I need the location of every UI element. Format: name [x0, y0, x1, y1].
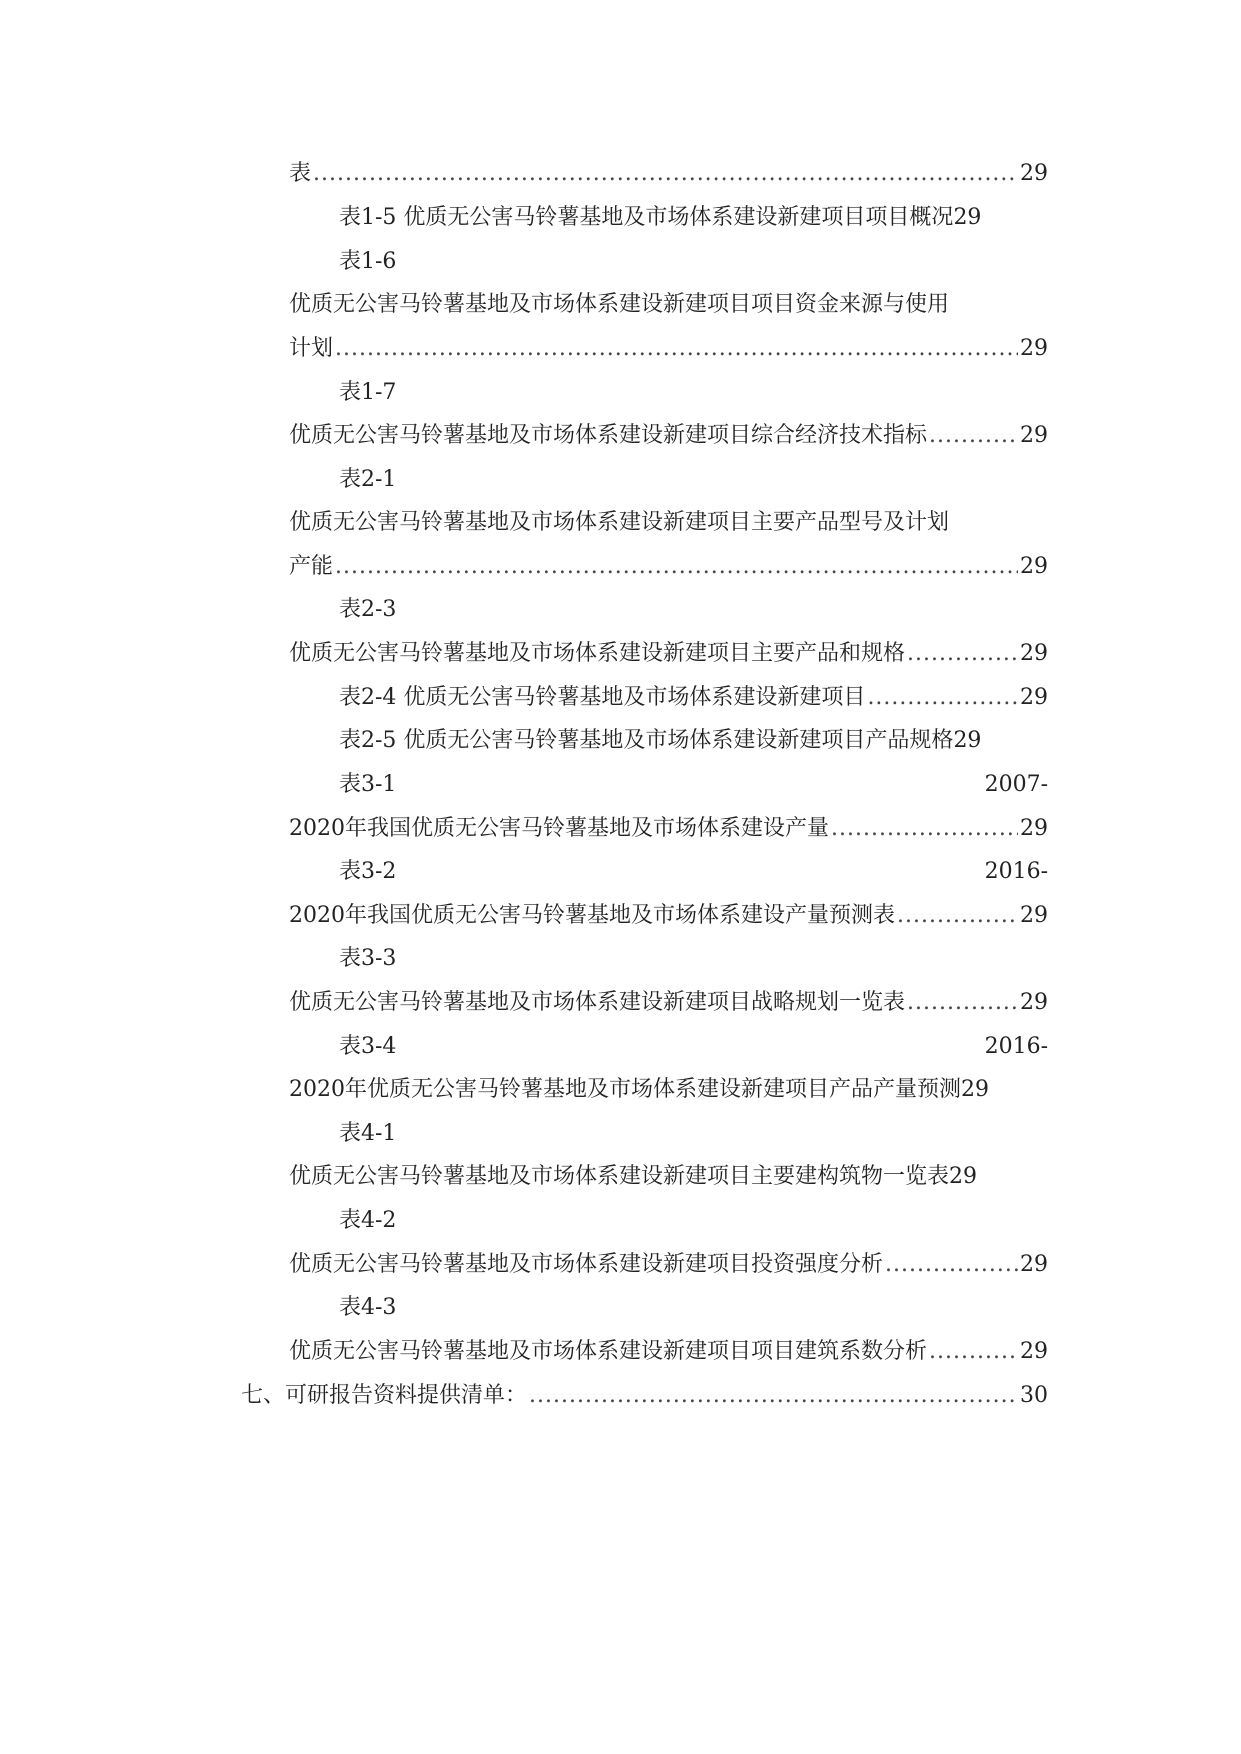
toc-entry-title: 优质无公害马铃薯基地及市场体系建设新建项目项目资金来源与使用: [289, 292, 950, 317]
toc-page-number: 29: [1020, 685, 1048, 710]
toc-entry[interactable]: [289, 158, 1048, 190]
toc-entry[interactable]: [289, 900, 1048, 932]
toc-entry-label: [339, 377, 1048, 409]
toc-entry-title: 表2-4 优质无公害马铃薯基地及市场体系建设新建项目: [339, 685, 866, 710]
toc-entry[interactable]: [289, 987, 1048, 1019]
toc-page-number: 29: [1020, 903, 1048, 928]
toc-entry-title: 优质无公害马铃薯基地及市场体系建设新建项目投资强度分析: [289, 1252, 884, 1277]
table-number: 表3-4: [339, 1034, 397, 1059]
toc-entry-label: [339, 464, 1048, 496]
toc-page-number: 29: [1020, 554, 1048, 579]
toc-entry-label: [339, 1292, 1048, 1324]
toc-page-number: 29: [1020, 641, 1048, 666]
toc-entry[interactable]: [289, 1249, 1048, 1281]
table-number: 表1-7: [339, 380, 397, 405]
toc-page-number: 29: [1020, 161, 1048, 186]
table-number: 表2-1: [339, 467, 397, 492]
year-range-start: 2016-: [984, 859, 1048, 884]
toc-entry-title: 表: [289, 161, 312, 186]
toc-entry-title: 计划: [289, 336, 334, 361]
toc-entry-title-line: [289, 507, 1048, 539]
toc-entry-label: [339, 594, 1048, 626]
toc-entry[interactable]: [289, 638, 1048, 670]
toc-entry[interactable]: [289, 1074, 1048, 1106]
toc-entry-title: 表1-5 优质无公害马铃薯基地及市场体系建设新建项目项目概况: [339, 205, 954, 230]
toc-entry[interactable]: [289, 333, 1048, 365]
leader-dots: [335, 551, 1018, 583]
toc-entry[interactable]: [339, 725, 1048, 757]
toc-page-number: 29: [1020, 336, 1048, 361]
toc-page-number: 29: [1020, 816, 1048, 841]
table-number: 表4-3: [339, 1295, 397, 1320]
toc-page-number: 29: [1020, 423, 1048, 448]
toc-entry[interactable]: [289, 551, 1048, 583]
year-range-start: 2007-: [984, 772, 1048, 797]
table-number: 表4-1: [339, 1121, 397, 1146]
toc-entry[interactable]: [289, 813, 1048, 845]
table-number: 表3-2: [339, 859, 397, 884]
table-number: 表1-6: [339, 249, 397, 274]
table-number: 表4-2: [339, 1208, 397, 1233]
table-number: 表2-3: [339, 597, 397, 622]
toc-page-number: 29: [961, 1077, 989, 1102]
toc-page-number: 30: [1020, 1383, 1048, 1408]
toc-entry-title: 优质无公害马铃薯基地及市场体系建设新建项目项目建筑系数分析: [289, 1339, 928, 1364]
toc-entry[interactable]: [289, 1336, 1048, 1368]
toc-entry[interactable]: [339, 682, 1048, 714]
toc-entry-label: [339, 856, 1048, 888]
toc-page-number: 29: [949, 1164, 978, 1189]
toc-page-number: 29: [953, 205, 982, 230]
toc-entry-title: 优质无公害马铃薯基地及市场体系建设新建项目主要产品型号及计划: [289, 510, 950, 535]
leader-dots: [867, 682, 1018, 714]
toc-entry[interactable]: [339, 202, 1048, 234]
toc-entry-title: 表2-5 优质无公害马铃薯基地及市场体系建设新建项目产品规格: [339, 728, 954, 753]
leader-dots: [929, 1336, 1018, 1368]
toc-entry-label: [339, 769, 1048, 801]
leader-dots: [831, 813, 1018, 845]
toc-entry-label: [339, 1205, 1048, 1237]
toc-section-title: 七、可研报告资料提供清单：: [241, 1383, 528, 1408]
leader-dots: [897, 900, 1018, 932]
toc-page-number: 29: [1020, 1252, 1048, 1277]
toc-entry-title: 优质无公害马铃薯基地及市场体系建设新建项目综合经济技术指标: [289, 423, 928, 448]
toc-entry-title: 2020年我国优质无公害马铃薯基地及市场体系建设产量预测表: [289, 903, 895, 928]
leader-dots: [313, 158, 1018, 190]
leader-dots: [907, 987, 1018, 1019]
leader-dots: [335, 333, 1018, 365]
toc-entry-title: 优质无公害马铃薯基地及市场体系建设新建项目主要建构筑物一览表: [289, 1164, 950, 1189]
toc-entry-label: [339, 943, 1048, 975]
toc-entry-label: [339, 1031, 1048, 1063]
toc-entry-label: [339, 1118, 1048, 1150]
leader-dots: [529, 1380, 1018, 1412]
toc-page-number: 29: [1020, 1339, 1048, 1364]
leader-dots: [929, 420, 1018, 452]
toc-entry-title: 优质无公害马铃薯基地及市场体系建设新建项目主要产品和规格: [289, 641, 906, 666]
leader-dots: [885, 1249, 1018, 1281]
toc-page-number: 29: [1020, 990, 1048, 1015]
toc-entry-label: [339, 246, 1048, 278]
leader-dots: [907, 638, 1018, 670]
toc-entry-title-line: [289, 289, 1048, 321]
table-number: 表3-3: [339, 946, 397, 971]
toc-section-entry[interactable]: [241, 1380, 1048, 1412]
toc-entry-title: 2020年优质无公害马铃薯基地及市场体系建设新建项目产品产量预测: [289, 1077, 961, 1102]
year-range-start: 2016-: [984, 1034, 1048, 1059]
toc-entry[interactable]: [289, 1161, 1048, 1193]
toc-entry-title: 产能: [289, 554, 334, 579]
table-number: 表3-1: [339, 772, 397, 797]
toc-entry-title: 2020年我国优质无公害马铃薯基地及市场体系建设产量: [289, 816, 829, 841]
toc-page-number: 29: [953, 728, 982, 753]
toc-entry[interactable]: [289, 420, 1048, 452]
toc-entry-title: 优质无公害马铃薯基地及市场体系建设新建项目战略规划一览表: [289, 990, 906, 1015]
